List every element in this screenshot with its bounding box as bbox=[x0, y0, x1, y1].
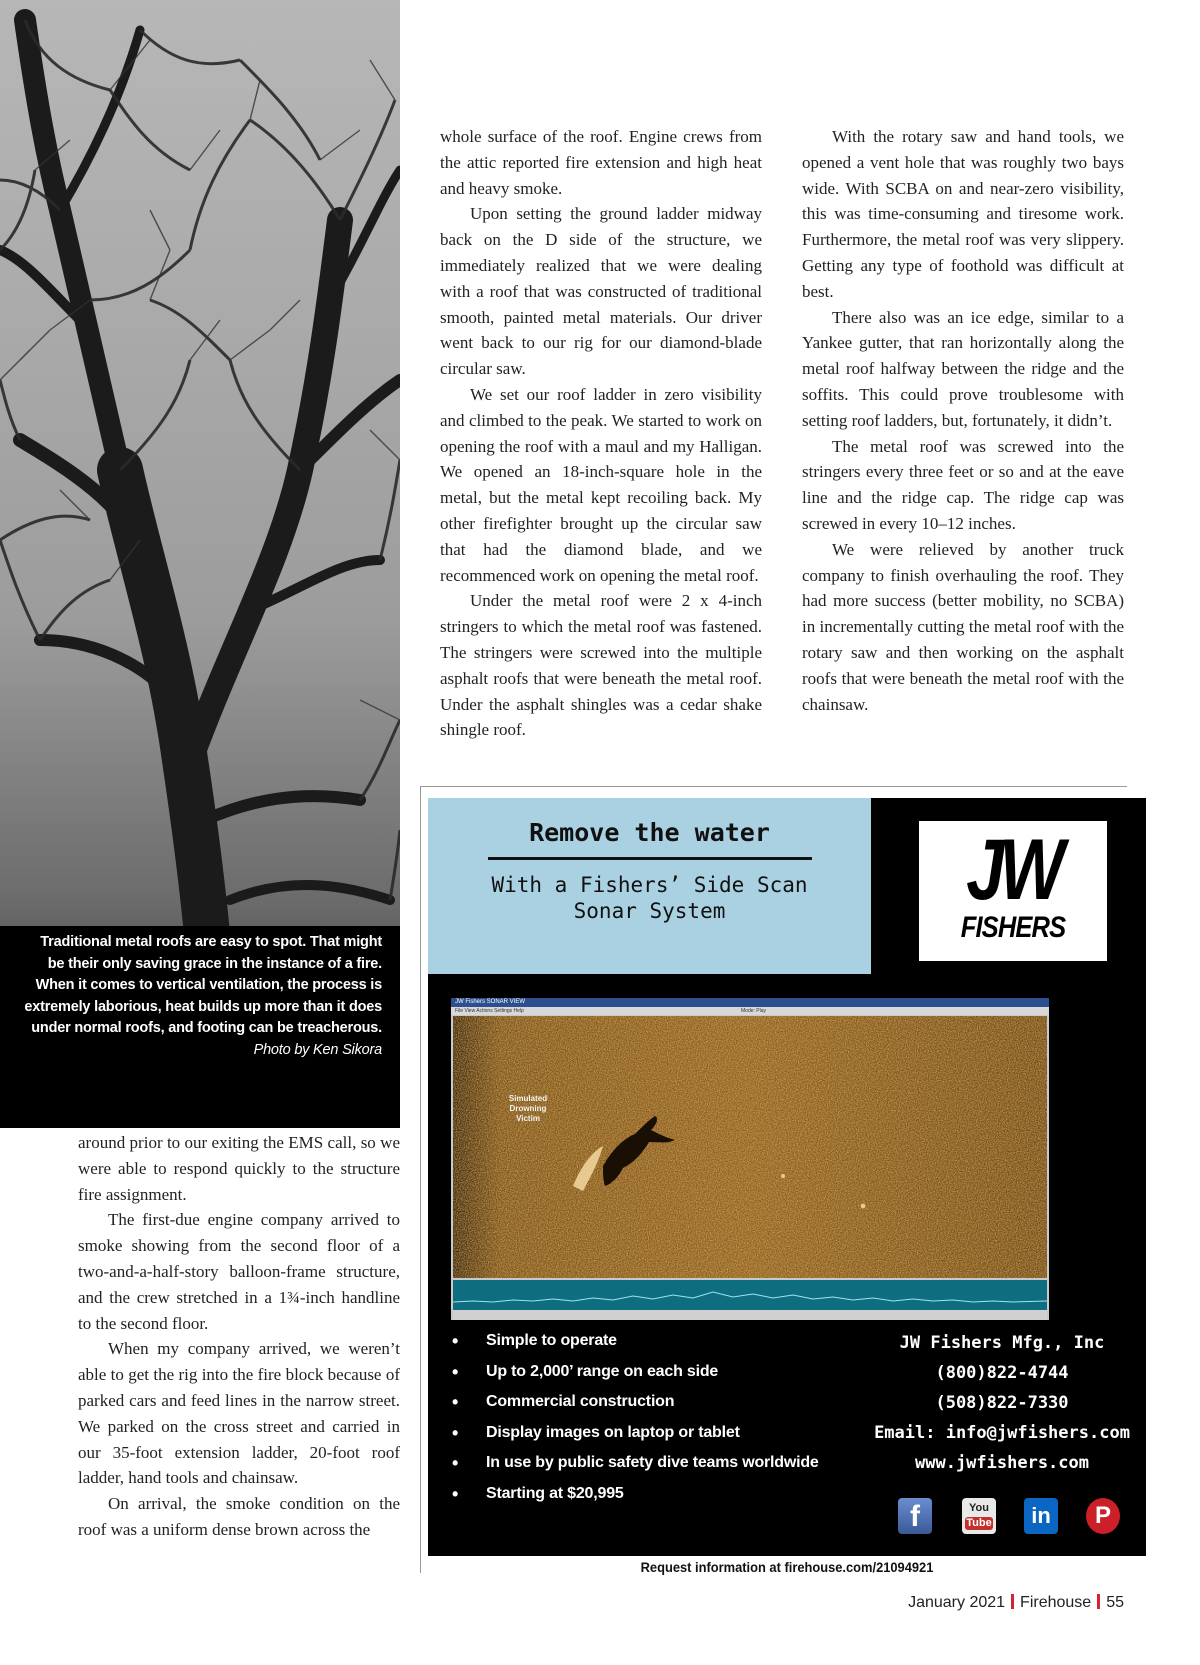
paragraph: Under the metal roof were 2 x 4-inch stringers to which the metal roof was fastened. The stringers were screwed into the multiple asphalt roofs that were beneath the metal roof. Under the asphalt shingles was a cedar shake shingle roof. bbox=[440, 591, 762, 740]
caption-text: Traditional metal roofs are easy to spot. That might be their only saving grace in the instance of a fire. When it comes to vertical ventilation, the process is extremely laborious, heat builds up more than it does under normal roofs, and footing can be treacherous. bbox=[24, 934, 382, 1036]
photo-caption bbox=[22, 932, 382, 1061]
paragraph: With the rotary saw and hand tools, we opened a vent hole that was roughly two bays wide. With SCBA on and near-zero visibility, this was time-consuming and tiresome work. Furthermore, the metal roof was very slippery. Getting any type of foothold was difficult at best. bbox=[802, 127, 1124, 301]
article-column-right bbox=[802, 124, 1124, 717]
paragraph: We were relieved by another truck company to finish overhauling the roof. They had more success (better mobility, no SCBA) in incrementally cutting the metal roof with the rotary saw and then working on the asphalt roofs that were beneath the metal roof with the chainsaw. bbox=[802, 539, 1124, 714]
photo-credit: Photo by Ken Sikora bbox=[253, 1041, 382, 1058]
paragraph: On arrival, the smoke condition on the roof was a uniform dense brown across the bbox=[78, 1494, 400, 1539]
ad-feature: • Up to 2,000’ range on each side bbox=[452, 1357, 819, 1388]
magazine-name: Firehouse bbox=[1020, 1594, 1092, 1611]
ad-headline-panel bbox=[428, 798, 871, 974]
ad-email[interactable]: Email: info@jwfishers.com bbox=[874, 1423, 1130, 1443]
ad-subhead-line: Sonar System bbox=[573, 899, 726, 923]
paragraph: We set our roof ladder in zero visibility and climbed to the peak. We started to work on opening the roof with a maul and my Halligan. We opened an 18-inch-square hole in the metal, but the metal kept recoiling back. My other firefighter brought up the circular saw that had the diamond blade, and we recommenced work on opening the metal roof. bbox=[440, 384, 762, 585]
facebook-icon[interactable]: f bbox=[898, 1498, 932, 1534]
youtube-icon[interactable] bbox=[962, 1498, 996, 1534]
sonar-screenshot bbox=[451, 998, 1049, 1320]
sonar-menu-bar bbox=[451, 1007, 1049, 1015]
ad-feature-list bbox=[452, 1326, 819, 1509]
sonar-toolbar bbox=[453, 1310, 1047, 1320]
ad-feature: • Starting at $20,995 bbox=[452, 1479, 819, 1510]
sonar-window-title: JW Fishers SONAR VIEW bbox=[451, 998, 1049, 1007]
sonar-waveform bbox=[453, 1280, 1047, 1310]
ad-feature: • In use by public safety dive teams worldwide bbox=[452, 1448, 819, 1479]
jw-fishers-ad[interactable] bbox=[428, 798, 1146, 1556]
logo-fishers: FISHERS bbox=[960, 911, 1066, 944]
folio-separator bbox=[1011, 1594, 1014, 1609]
ad-website[interactable]: www.jwfishers.com bbox=[915, 1453, 1089, 1473]
ad-company-name: JW Fishers Mfg., Inc bbox=[899, 1333, 1105, 1353]
page-number: 55 bbox=[1106, 1594, 1124, 1611]
page-folio bbox=[908, 1594, 1124, 1612]
youtube-icon-top: You bbox=[969, 1502, 989, 1514]
photo-caption-box bbox=[0, 926, 400, 1128]
ad-headline: Remove the water bbox=[529, 818, 770, 847]
sonar-image bbox=[453, 1016, 1047, 1278]
sonar-menu: File View Actions Settings Help bbox=[455, 1008, 524, 1014]
youtube-icon-bottom: Tube bbox=[966, 1517, 992, 1529]
ad-phone[interactable]: (800)822-4744 bbox=[935, 1363, 1069, 1383]
paragraph: whole surface of the roof. Engine crews from the attic reported fire extension and high heat and heavy smoke. bbox=[440, 127, 762, 198]
request-info-line[interactable]: Request information at firehouse.com/21094921 bbox=[640, 1559, 934, 1575]
issue-date: January 2021 bbox=[908, 1594, 1006, 1611]
ad-headline-rule bbox=[488, 857, 812, 860]
tree-photo bbox=[0, 0, 400, 1128]
ad-subhead-line: With a Fishers’ Side Scan bbox=[491, 873, 808, 897]
paragraph: The first-due engine company arrived to smoke showing from the second floor of a two-and-a-half-story balloon-frame structure, and the crew stretched in a 1¾-inch handline to the second floor. bbox=[78, 1210, 400, 1333]
paragraph: around prior to our exiting the EMS call, so we were able to respond quickly to the structure fire assignment. bbox=[78, 1133, 400, 1204]
sonar-target-label: Simulated Drowning Victim bbox=[508, 1094, 548, 1123]
linkedin-icon[interactable]: in bbox=[1024, 1498, 1058, 1534]
ad-feature: • Commercial construction bbox=[452, 1387, 819, 1418]
paragraph: Upon setting the ground ladder midway back on the D side of the structure, we immediately realized that we were dealing with a roof that was constructed of traditional smooth, painted metal materials. Our driver went back to our rig for our diamond-blade circular saw. bbox=[440, 204, 762, 379]
ad-phone[interactable]: (508)822-7330 bbox=[935, 1393, 1069, 1413]
folio-separator bbox=[1097, 1594, 1100, 1609]
jw-fishers-logo bbox=[919, 821, 1107, 961]
article-column-left bbox=[78, 1130, 400, 1543]
ad-feature: • Display images on laptop or tablet bbox=[452, 1418, 819, 1449]
paragraph: When my company arrived, we weren’t able to get the rig into the fire block because of parked cars and feed lines in the narrow street. We parked on the cross street and carried in our 35-foot extension ladder, 20-foot roof ladder, hand tools and chainsaw. bbox=[78, 1339, 400, 1488]
sonar-mode: Mode: Play bbox=[741, 1008, 767, 1014]
paragraph: The metal roof was screwed into the stringers every three feet or so and at the eave line and the ridge cap. The ridge cap was screwed in every 10–12 inches. bbox=[802, 436, 1124, 533]
paragraph: There also was an ice edge, similar to a Yankee gutter, that ran horizontally along the metal roof halfway between the ridge and the soffits. This could prove troublesome with setting roof ladders, but, fortunately, it didn’t. bbox=[802, 307, 1124, 430]
ad-contact-block bbox=[864, 1328, 1140, 1478]
ad-feature: • Simple to operate bbox=[452, 1326, 819, 1357]
logo-jw: JW bbox=[966, 822, 1060, 918]
ad-subhead bbox=[428, 872, 871, 924]
pinterest-icon[interactable]: P bbox=[1086, 1498, 1120, 1534]
article-column-middle bbox=[440, 124, 762, 743]
